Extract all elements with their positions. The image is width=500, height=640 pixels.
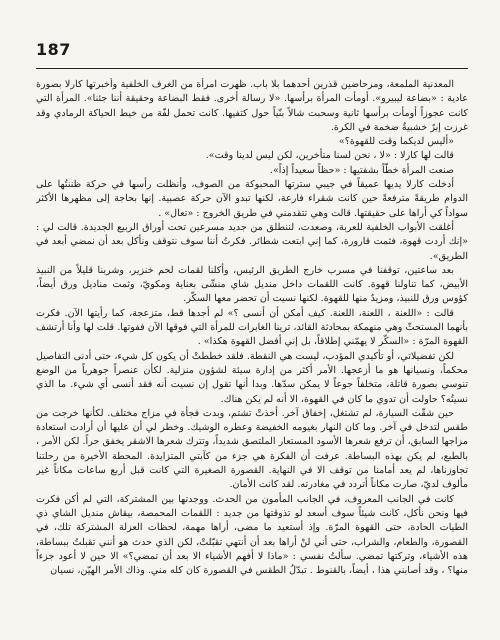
paragraph: قالت : «اللعنة ، اللعنة، اللعنة. كيف أمكن أن أنسى ؟» لم أجدها قط، متزعجة، كما رأيتها الآن. فكرت بأنهما المستحثّ وهي منهمكة بمحادثة القائد، ترينا الغابرات للمرأة التي فوقها الآن ففوتها. قلت لها وأنا أرتشف القهوة المرّة : «السكّر لا يهمّني إطلاقاً، بل إني أفضل القهوة هكذا» . bbox=[36, 307, 468, 348]
paragraph: أغلقت الأبواب الخلفية للعربة، وصعدت، لننطلق من جديد مسرعين تحت أوراق الربيع الجديدة. قالت لي : «إنك أردت قهوة، فثمت قارورة، كما إني ابتعت شطائر. فكرتُ أننا سوف نتوقف ونأكل بعد أن نمضي أبعد في الطريق». bbox=[36, 221, 468, 262]
paragraph: أدخلت كارلا يديها عميقاً في جيبي سترتها المحبوكة من الصوف، وأنظلت رأسها في حركة ظننتُها على الدوام طريقةً مترفعةً حين كانت شقراء فارعة، لكنها تبدو الآن حركة عصبية. إنها بحاجة إلى مظهرها الأكثر سواداً كي أراها على حقيقتها. قالت وهي تتقدمني في طريق الخروج : «تعال» . bbox=[36, 179, 468, 219]
page-header bbox=[36, 38, 468, 69]
paragraph: كانت في الجانب المعروف، في الجانب المأمون من الحدث. ووجدتها بين المشتركة، التي لم أكن فكرت فيها ونحن نأكل، كانت شيئاً سوف أسعد لو تذوقتها من جديد : اللقمات المحمصة، بيقاش منديل الشاي ذي الطيات الحادة، حتى القهوة المرّة. وإذ أستعيد ما مضى، أراها مهمة، لحظات العزلة المشتركة تلك، في القصورة، والطعام، والشراب، حتى أني لنْ أراها بعد أن أنتهي تقبّلتْ، لكن الذي حدث هو أنني تقبلتُ ببساطة، هذه الأشياء، وتركتها تمضي. سألتُ نفسي : «ماذا لا أفهم الأشياء الا بعد أن تمضي؟» الا حين لا أعود جزءاً منها؟ ، وقد أصابني هذا ، أيضاً، بالقنوط . تبدّلُ الطقس في القصورة كان كله مني. وذاك الأمر الهيّن، نسيان bbox=[36, 493, 468, 577]
paragraph: صنعت المرأة خطّاً بشفتيها : «حظاً سعيداً إذاً». bbox=[269, 164, 454, 176]
paragraph: المعدنية الملمعة، ومرحاضين قذرين أحدهما بلا باب. ظهرت امرأة من الغرف الخلفية وأخبرتها كارلا بصورة عادية : «بضاعة ليبيرو». أومأت المرأة برأسها. «لا رسالة أخرى. فقط البضاعة وحقيقة أننا جئنا». المرأة التي كانت عجوزاً أومأت برأسها ثانية وسحبت شالاً بنّياً حول كتفيها. كانت تحمل لفّة من خيط الحياكة الرمادي وقد غرزت إبرٌ خشبيةٌ ضخمة في الكرة. bbox=[36, 79, 468, 133]
paragraph: بعد ساعتين، توقفنا في مسرب خارج الطريق الرئيس، وأكلنا لقمات لحم خنزير، وشربنا قليلاً من النبيذ الأبيض، كما تناولنا قهوة. كانت اللقمات داخل منديل شاي منشّى بعناية ومكويّ، وثمت مناديل ورق أيضاً، كؤوس ورق للنبيذ، ومزيدٌ منها للقهوة. لكنها نسيت أن تحضر معها السكّر. bbox=[36, 264, 468, 305]
page-body-text bbox=[36, 78, 468, 632]
paragraph: «أليس لديكما وقت للقهوة؟» bbox=[338, 136, 454, 148]
paragraph: لكن تفضيلاتي، أو تأكيدي المؤدب، ليست هي النقطة. فلقد خططتْ أن يكون كل شيء، حتى أدنى التفاصيل محكماً، ونسيانها هو ما أزعجها. الأمر أكثر من إدارة سيئة لشؤون منزلية. لكأن عنصراً جوهرياً من الوضع تنوسي بصورة قاتلة، متخلفاً جوعاً لا يمكن سدّها. وبدا أنها تقول إن نسيت أنه فقد أنسى أي شيء. ما الذي نسيتُه؟ حاولت أن تدوي ما كان في القهوة، الا أنه لم يكن هناك. bbox=[36, 350, 468, 405]
paragraph: قالت لها كارلا : «لا ، نحن لسنا متأخرين، لكن ليس لدينا وقت». bbox=[205, 150, 454, 162]
paragraph: حين شقّت السيارة، لم تشتغل، إخفاق آخر. أخذتْ تشتم، وبدت فجأة في مزاج مختلف. لكأنها خرجت من طقس لتدخل في آخر. وما كان النهار بغيومه الخفيضة وعطره الوشيك. وخطر لي أن عليها أن أرادت استعادة مزاجها السابق، أن ترفع شعرها الأسود المستعار الملتصق شديداً، وتترك شعرها الاشقر يخفق حراً. لكن الأمر ، بالطبع، لم يكن بهذه البساطة. عرفت أن الفكرة هي جزء من كآبتي المتزايدة. المحطة الأخيرة من رحلتنا تجاوزناها، لم يعد أمامنا من توقف الا في النهاية. القصورة الصغيرة التي كانت قبل أربع ساعات مكاناً غير مألوف لديّ، صارت مكاناً أتردد في مغادرته. لقد كانت الأمان. bbox=[36, 407, 468, 491]
page-number: 187 bbox=[36, 40, 71, 59]
